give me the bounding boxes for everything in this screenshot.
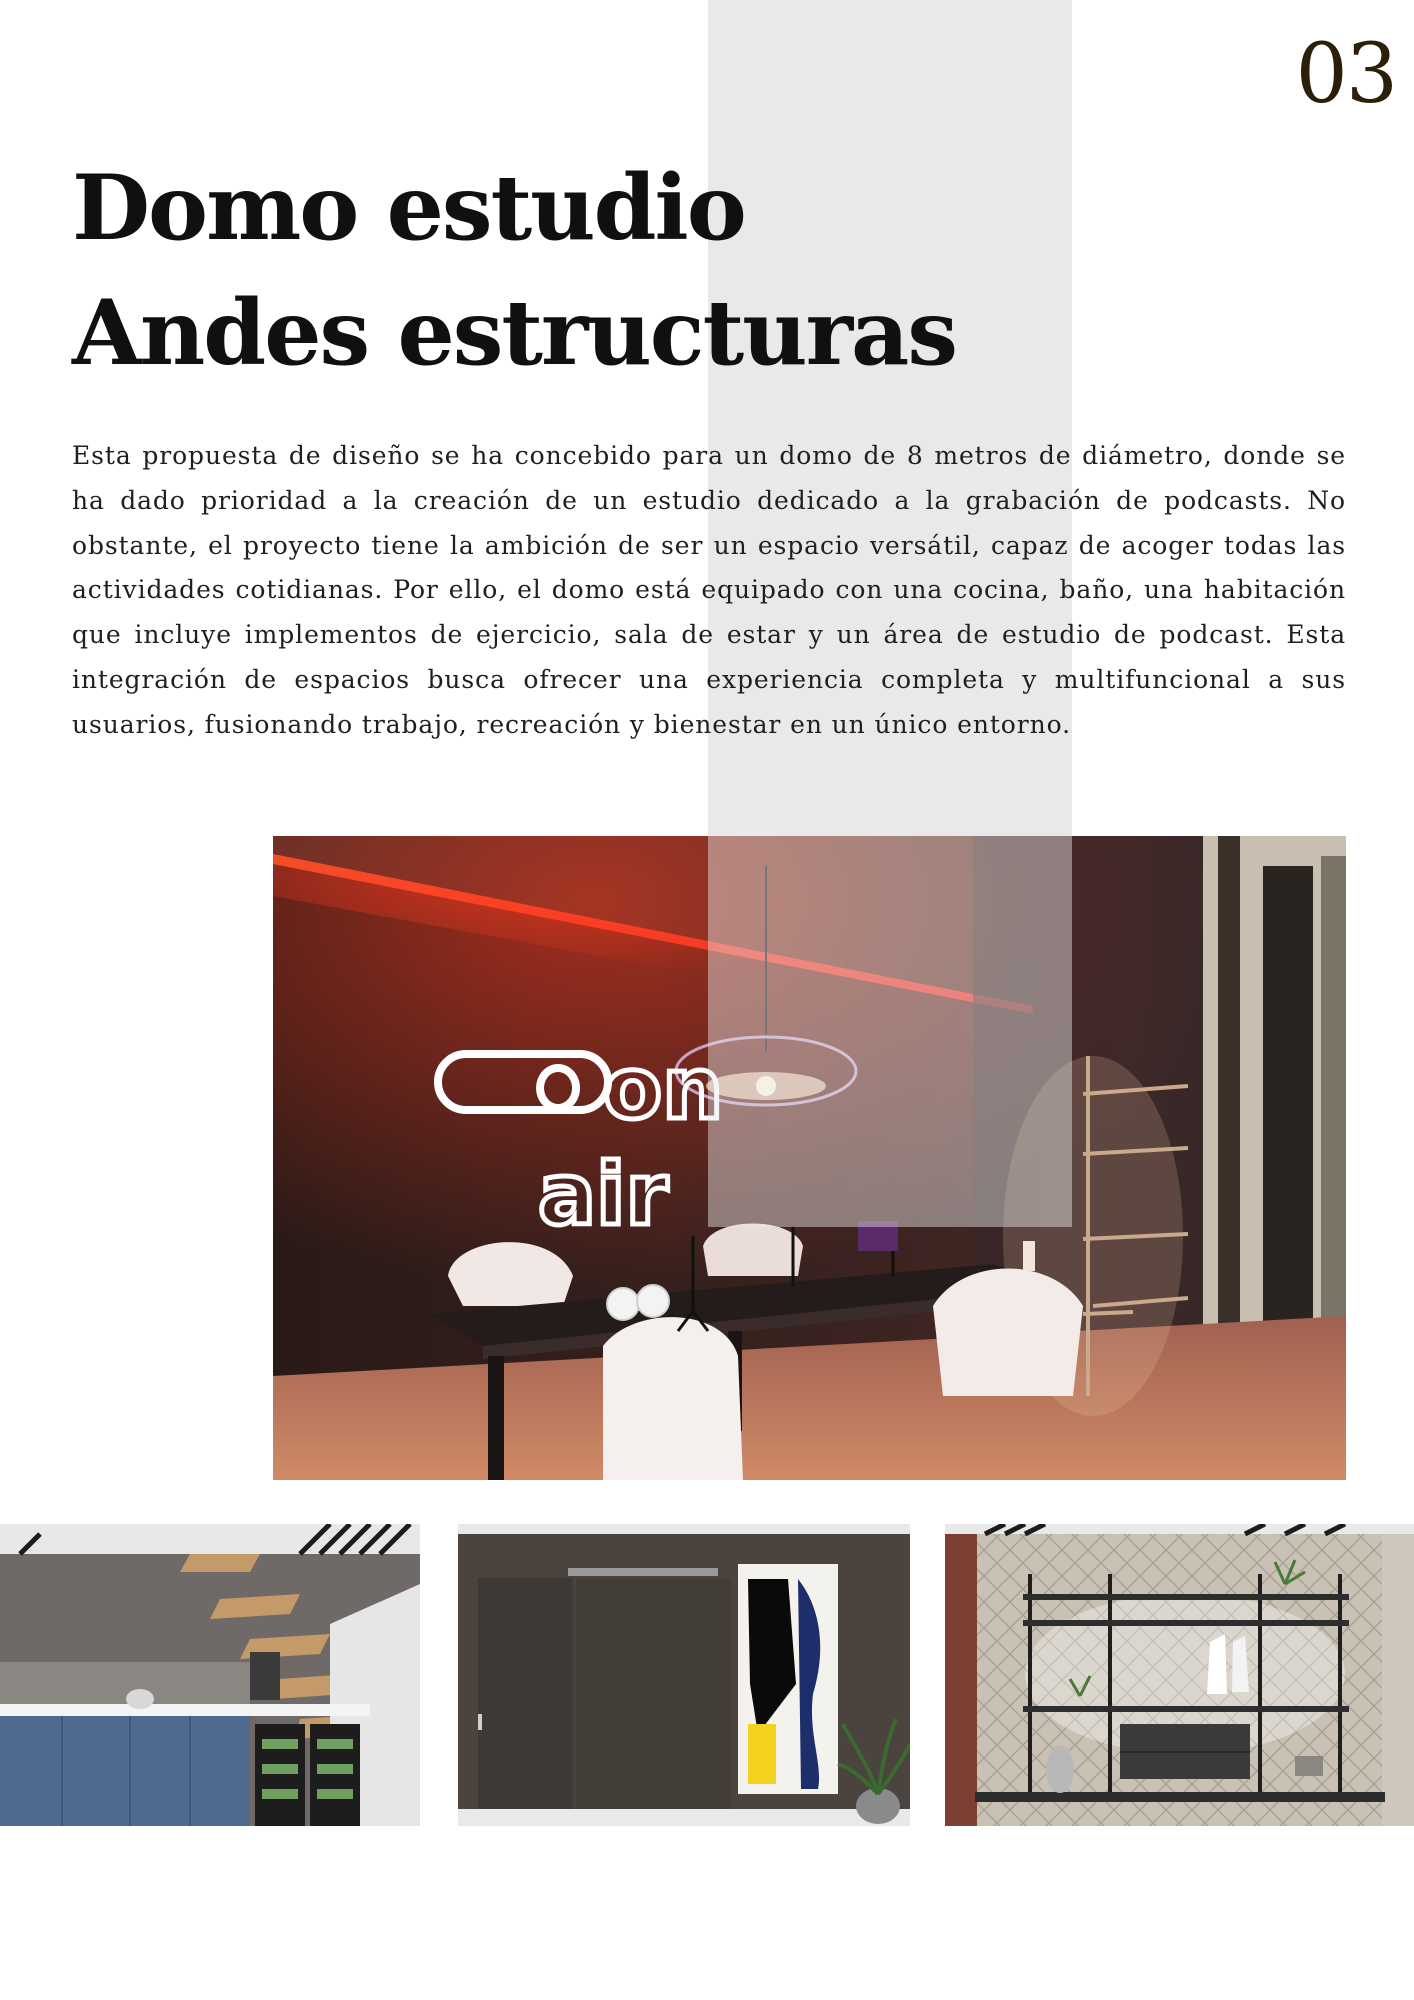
page-number: 03 — [1295, 27, 1396, 122]
neon-sign-air: air — [538, 1145, 668, 1245]
band-overlay — [708, 836, 1072, 1227]
kitchen-photo — [0, 1524, 420, 1826]
title-line-2: Andes estructuras — [72, 280, 957, 386]
description-paragraph: Esta propuesta de diseño se ha concebido para un domo de 8 metros de diámetro, donde se ha dado prioridad a la creación de un estudio dedicado a la grabación de podcasts. No obstante, el proyecto tiene la ambición de ser un espacio versátil, capaz de acoger todas las actividades cotidianas. Por ello, el domo está equipado con una cocina, baño, una habitación que incluye implementos de ejercicio, sala de estar y un área de estudio de podcast. Esta integración de espacios busca ofrecer una experiencia completa y multifuncional a sus usuarios, fusionando trabajo, recreación y bienestar en un único entorno. — [72, 441, 1346, 739]
neon-sign-on: on — [603, 1039, 724, 1139]
title-line-1: Domo estudio — [72, 155, 745, 261]
page-title — [72, 146, 956, 396]
hallway-photo — [458, 1524, 910, 1826]
closet-photo — [945, 1524, 1414, 1826]
